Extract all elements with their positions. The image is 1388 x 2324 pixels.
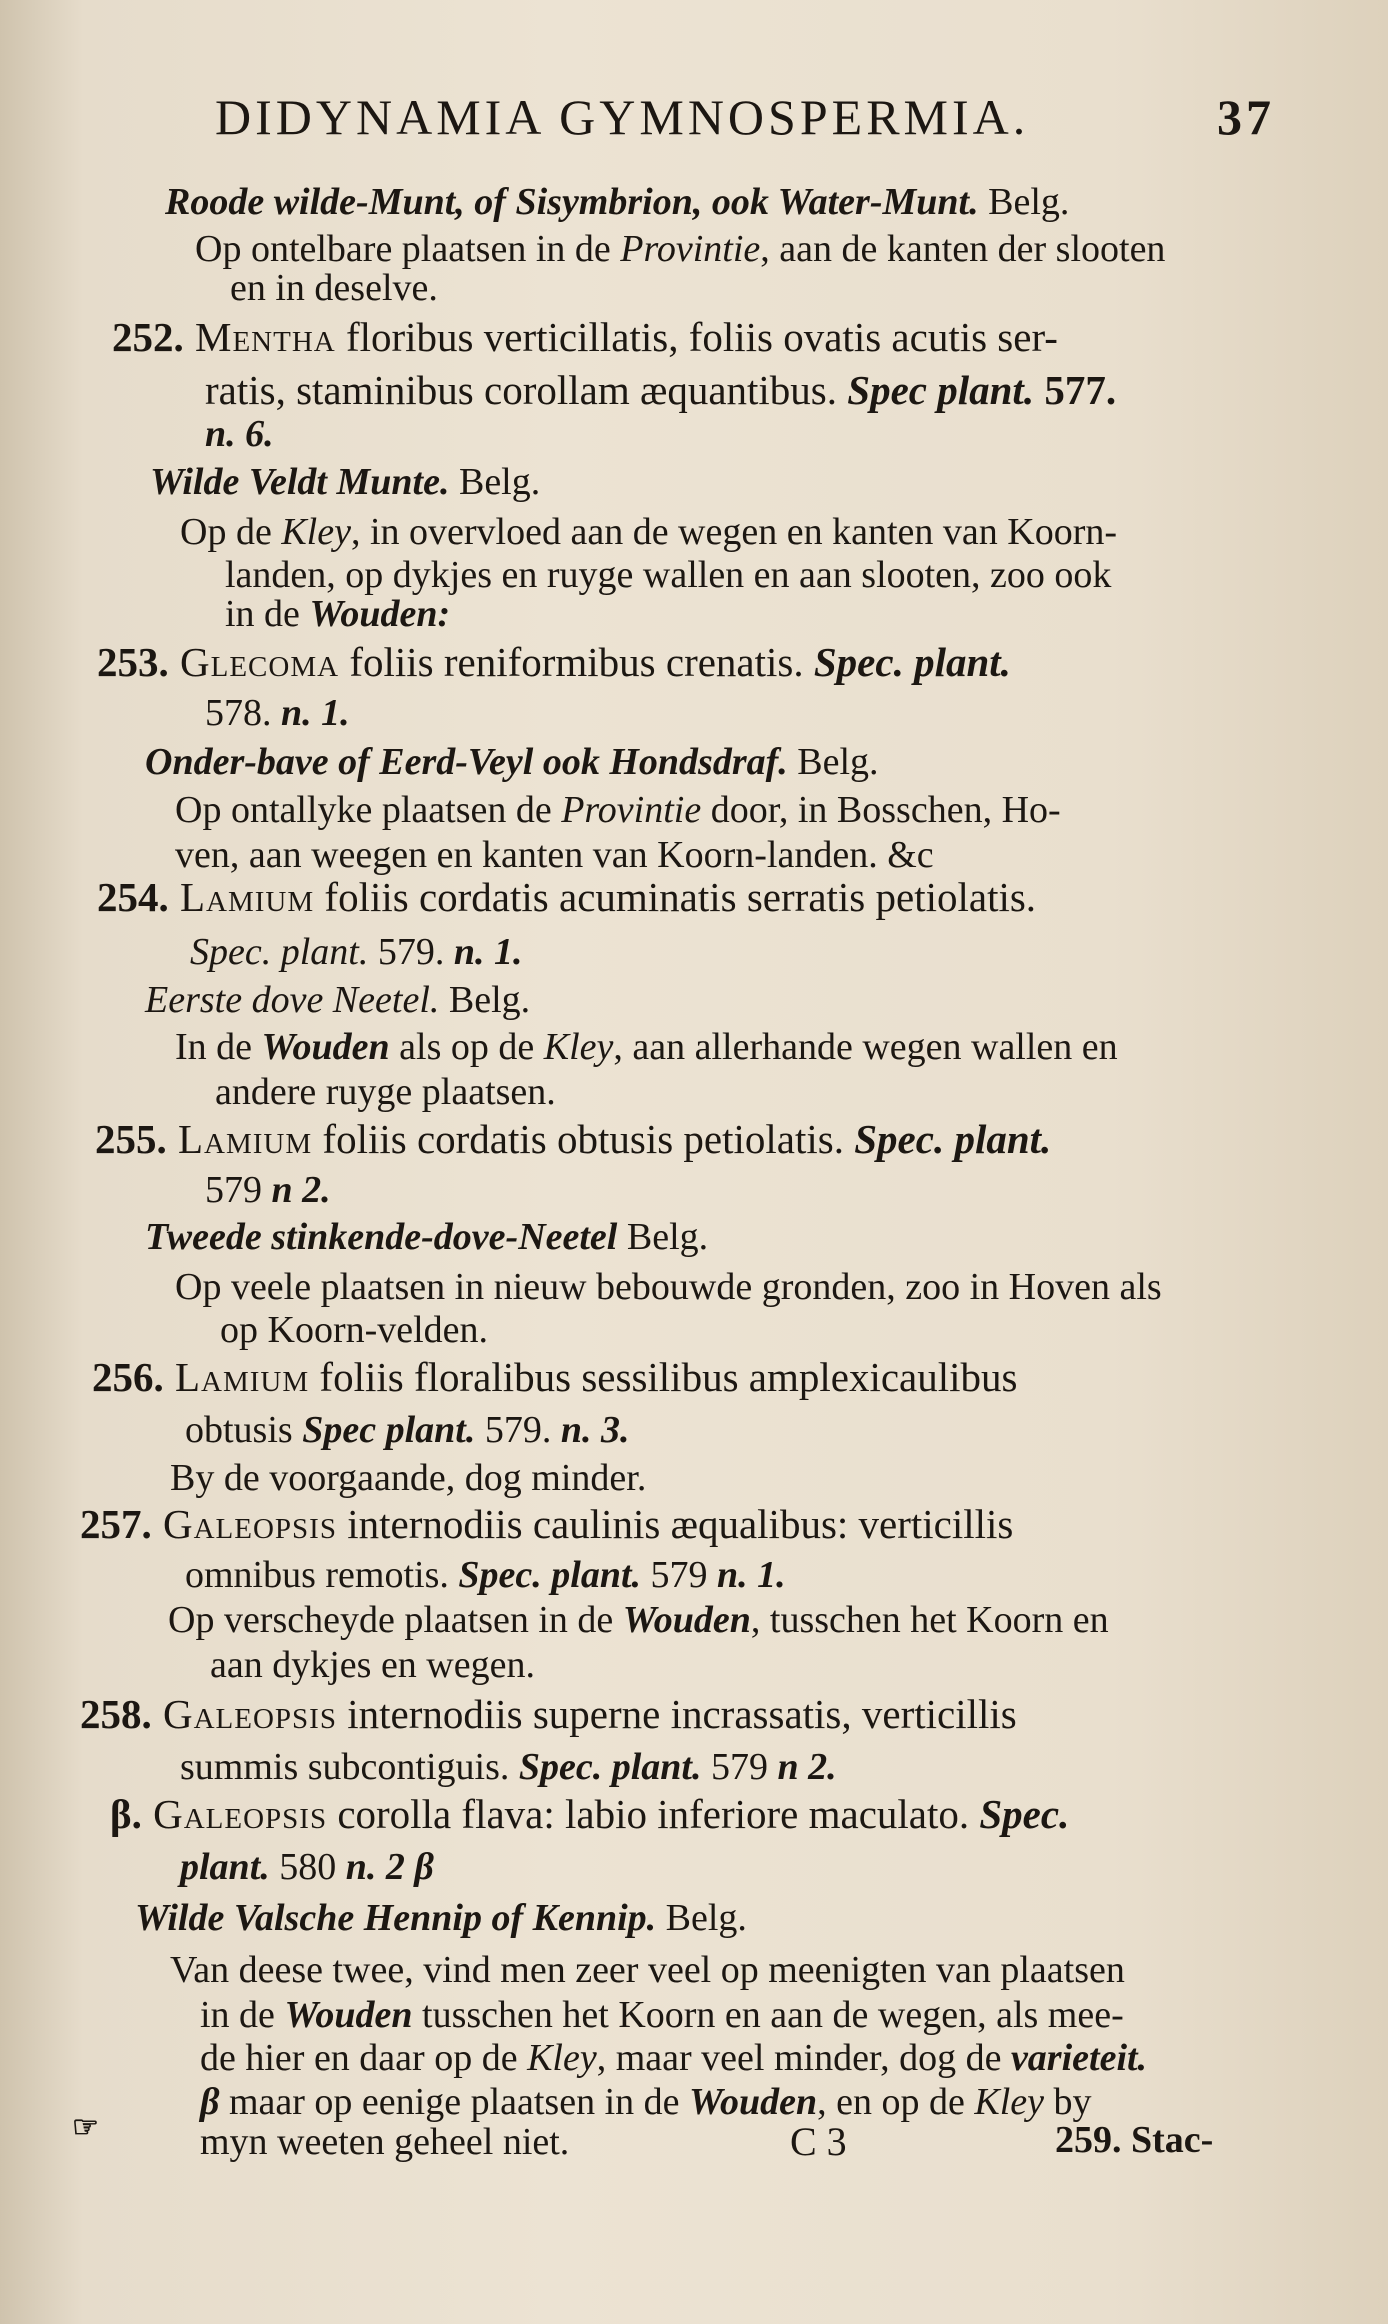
- text-segment: 258.: [80, 1691, 152, 1737]
- text-segment: andere ruyge plaatsen.: [215, 1071, 556, 1113]
- text-segment: landen, op dykjes en ruyge wallen en aan slooten, zoo ook: [225, 554, 1112, 596]
- text-segment: 256.: [92, 1354, 164, 1400]
- text-segment: Wouden: [284, 1994, 413, 2036]
- text-segment: Glecoma: [168, 639, 340, 685]
- text-line: [230, 266, 438, 310]
- text-segment: Lamium: [163, 1354, 310, 1400]
- text-line: [205, 368, 1116, 412]
- text-segment: Wouden:: [309, 593, 451, 635]
- text-segment: Kley: [543, 1026, 614, 1068]
- text-line: [112, 315, 1058, 359]
- text-segment: foliis cordatis obtusis petiolatis.: [312, 1116, 855, 1162]
- text-segment: Kley: [527, 2037, 597, 2079]
- text-segment: plant.: [180, 1846, 270, 1888]
- text-line: [185, 1408, 629, 1452]
- text-segment: Spec plant.: [847, 367, 1035, 413]
- text-segment: 579.: [475, 1409, 561, 1451]
- text-line: [205, 1168, 331, 1212]
- text-line: [200, 2120, 569, 2164]
- text-line: [175, 1025, 1118, 1069]
- text-segment: n. 6.: [205, 413, 274, 455]
- text-segment: Eerste dove Neetel.: [145, 979, 440, 1021]
- text-segment: n. 1.: [453, 931, 523, 973]
- text-segment: , aan de kanten der slooten: [760, 228, 1166, 270]
- text-segment: floribus verticillatis, foliis ovatis acutis ser-: [335, 314, 1058, 360]
- text-segment: Lamium: [168, 874, 315, 920]
- text-segment: Op ontallyke plaatsen de: [175, 789, 562, 831]
- text-segment: Belg.: [787, 741, 879, 783]
- text-segment: foliis cordatis acuminatis serratis petiolatis.: [314, 874, 1037, 920]
- text-segment: Onder-bave of Eerd-Veyl ook Hondsdraf.: [145, 741, 788, 783]
- text-line: [225, 553, 1111, 597]
- text-line: [80, 1502, 1013, 1546]
- signature-mark: C 3: [790, 2119, 847, 2164]
- text-segment: 579: [641, 1554, 718, 1596]
- text-segment: Wilde Valsche Hennip of Kennip.: [135, 1897, 657, 1939]
- text-line: [185, 1553, 786, 1597]
- text-segment: Roode wilde-Munt, of Sisymbrion, ook Water-Munt.: [165, 181, 979, 223]
- text-segment: tusschen het Koorn en aan de wegen, als mee-: [412, 1994, 1124, 2036]
- text-segment: Wilde Veldt Munte.: [150, 461, 450, 503]
- text-line: [145, 740, 879, 784]
- text-segment: Spec. plant.: [458, 1554, 642, 1596]
- text-segment: Kley: [281, 511, 351, 553]
- text-segment: myn weeten geheel niet.: [200, 2121, 570, 2163]
- text-line: [97, 875, 1036, 919]
- text-segment: ven, aan weegen en kanten van Koorn-landen. &c: [175, 834, 934, 876]
- text-segment: 252.: [112, 314, 184, 360]
- text-segment: Galeopsis: [151, 1501, 337, 1547]
- text-segment: Spec. plant.: [518, 1746, 702, 1788]
- text-segment: Belg.: [978, 181, 1070, 223]
- text-segment: Belg.: [439, 979, 531, 1021]
- text-segment: de hier en daar op de: [200, 2037, 528, 2079]
- text-line: [220, 1308, 488, 1352]
- text-line: [180, 1845, 434, 1889]
- text-line: [97, 640, 1011, 684]
- text-segment: Kley: [974, 2081, 1044, 2123]
- text-segment: Belg.: [449, 461, 541, 503]
- text-segment: Spec. plant.: [854, 1116, 1052, 1162]
- text-segment: Galeopsis: [151, 1691, 337, 1737]
- text-line: [80, 1692, 1017, 1736]
- text-line: [92, 1355, 1017, 1399]
- text-line: [180, 1745, 837, 1789]
- text-segment: maar op eenige plaatsen in de: [219, 2081, 689, 2123]
- text-segment: Van deese twee, vind men zeer veel op meenigten van plaatsen: [170, 1949, 1125, 1991]
- text-segment: n. 1.: [717, 1554, 786, 1596]
- text-segment: Mentha: [183, 314, 336, 360]
- text-line: [175, 1265, 1162, 1309]
- text-segment: 253.: [97, 639, 169, 685]
- text-segment: , maar veel minder, dog de: [596, 2037, 1011, 2079]
- text-segment: Wouden: [261, 1026, 390, 1068]
- text-segment: 579: [205, 1169, 272, 1211]
- text-line: [200, 2080, 1091, 2124]
- text-segment: Op de: [180, 511, 282, 553]
- text-segment: Op veele plaatsen in nieuw bebouwde gronden, zoo in Hoven als: [175, 1266, 1162, 1308]
- text-segment: , aan allerhande wegen wallen en: [613, 1026, 1118, 1068]
- text-segment: By de voorgaande, dog minder.: [170, 1457, 647, 1499]
- text-segment: n 2.: [777, 1746, 837, 1788]
- running-head: DIDYNAMIA GYMNOSPERMIA.: [215, 89, 1030, 145]
- text-line: [180, 510, 1117, 554]
- text-segment: Galeopsis: [141, 1791, 328, 1837]
- text-line: [170, 1456, 646, 1500]
- text-segment: obtusis: [185, 1409, 303, 1451]
- text-line: [175, 788, 1061, 832]
- page-number: 37: [1217, 89, 1275, 145]
- text-line: [190, 930, 523, 974]
- text-segment: omnibus remotis.: [185, 1554, 459, 1596]
- text-line: [145, 1215, 708, 1259]
- text-line: [200, 2036, 1147, 2080]
- text-segment: varieteit.: [1010, 2037, 1148, 2079]
- text-segment: corolla flava: labio inferiore maculato.: [327, 1791, 980, 1837]
- text-segment: Spec.: [979, 1791, 1070, 1837]
- text-segment: , in overvloed aan de wegen en kanten van Koorn-: [350, 511, 1118, 553]
- text-line: [95, 1117, 1051, 1161]
- text-segment: internodiis caulinis æqualibus: verticillis: [336, 1501, 1014, 1547]
- text-line: [110, 1792, 1069, 1836]
- text-line: [200, 1993, 1124, 2037]
- text-segment: β: [200, 2081, 220, 2123]
- text-segment: Op ontelbare plaatsen in de: [195, 228, 621, 270]
- text-segment: op Koorn-velden.: [220, 1309, 489, 1351]
- printer-mark: ☞: [72, 2110, 99, 2145]
- text-segment: n. 2 β: [345, 1846, 434, 1888]
- text-segment: en in deselve.: [230, 267, 438, 309]
- text-segment: Spec plant.: [302, 1409, 476, 1451]
- text-line: [175, 833, 934, 877]
- text-segment: n 2.: [271, 1169, 331, 1211]
- text-segment: foliis floralibus sessilibus amplexicaulibus: [309, 1354, 1018, 1400]
- text-segment: 257.: [80, 1501, 152, 1547]
- text-segment: in de: [200, 1994, 285, 2036]
- text-line: [210, 1643, 535, 1687]
- text-line: [205, 412, 274, 456]
- text-line: [225, 592, 450, 636]
- text-segment: aan dykjes en wegen.: [210, 1644, 535, 1686]
- text-segment: β.: [110, 1791, 142, 1837]
- text-segment: Wouden: [622, 1599, 751, 1641]
- text-segment: n. 1.: [281, 692, 350, 734]
- text-segment: 579.: [368, 931, 454, 973]
- text-line: [170, 1948, 1125, 1992]
- text-segment: foliis reniformibus crenatis.: [339, 639, 814, 685]
- text-segment: Spec. plant.: [190, 931, 369, 973]
- text-segment: Tweede stinkende-dove-Neetel: [145, 1216, 618, 1258]
- text-segment: 254.: [97, 874, 169, 920]
- text-segment: Belg.: [656, 1897, 747, 1939]
- text-segment: internodiis superne incrassatis, verticillis: [336, 1691, 1017, 1737]
- text-segment: 579: [701, 1746, 778, 1788]
- text-segment: n. 3.: [560, 1409, 630, 1451]
- text-segment: 578.: [205, 692, 281, 734]
- text-line: [145, 978, 530, 1022]
- text-segment: 577.: [1034, 367, 1117, 413]
- text-line: [165, 180, 1069, 224]
- text-segment: Lamium: [166, 1116, 313, 1162]
- text-segment: Wouden: [689, 2081, 818, 2123]
- text-segment: Provintie: [620, 228, 761, 270]
- text-segment: Op verscheyde plaatsen in de: [168, 1599, 623, 1641]
- text-segment: Belg.: [617, 1216, 709, 1258]
- text-segment: by: [1043, 2081, 1092, 2123]
- text-line: [135, 1896, 747, 1940]
- catchword: 259. Stac-: [1055, 2119, 1214, 2161]
- text-segment: in de: [225, 593, 310, 635]
- text-line: [150, 460, 540, 504]
- text-line: [215, 1070, 556, 1114]
- text-segment: , tusschen het Koorn en: [750, 1599, 1109, 1641]
- text-line: [205, 691, 350, 735]
- text-segment: Spec. plant.: [813, 639, 1011, 685]
- text-segment: Provintie: [561, 789, 702, 831]
- text-segment: ratis, staminibus corollam æquantibus.: [205, 367, 848, 413]
- page-header: [215, 88, 1275, 158]
- text-segment: 580: [269, 1846, 346, 1888]
- text-line: [195, 227, 1165, 271]
- text-segment: summis subcontiguis.: [180, 1746, 519, 1788]
- text-segment: als op de: [389, 1026, 544, 1068]
- text-segment: door, in Bosschen, Ho-: [701, 789, 1061, 831]
- text-line: [168, 1598, 1109, 1642]
- text-segment: In de: [175, 1026, 262, 1068]
- text-segment: , en op de: [817, 2081, 975, 2123]
- text-segment: 255.: [95, 1116, 167, 1162]
